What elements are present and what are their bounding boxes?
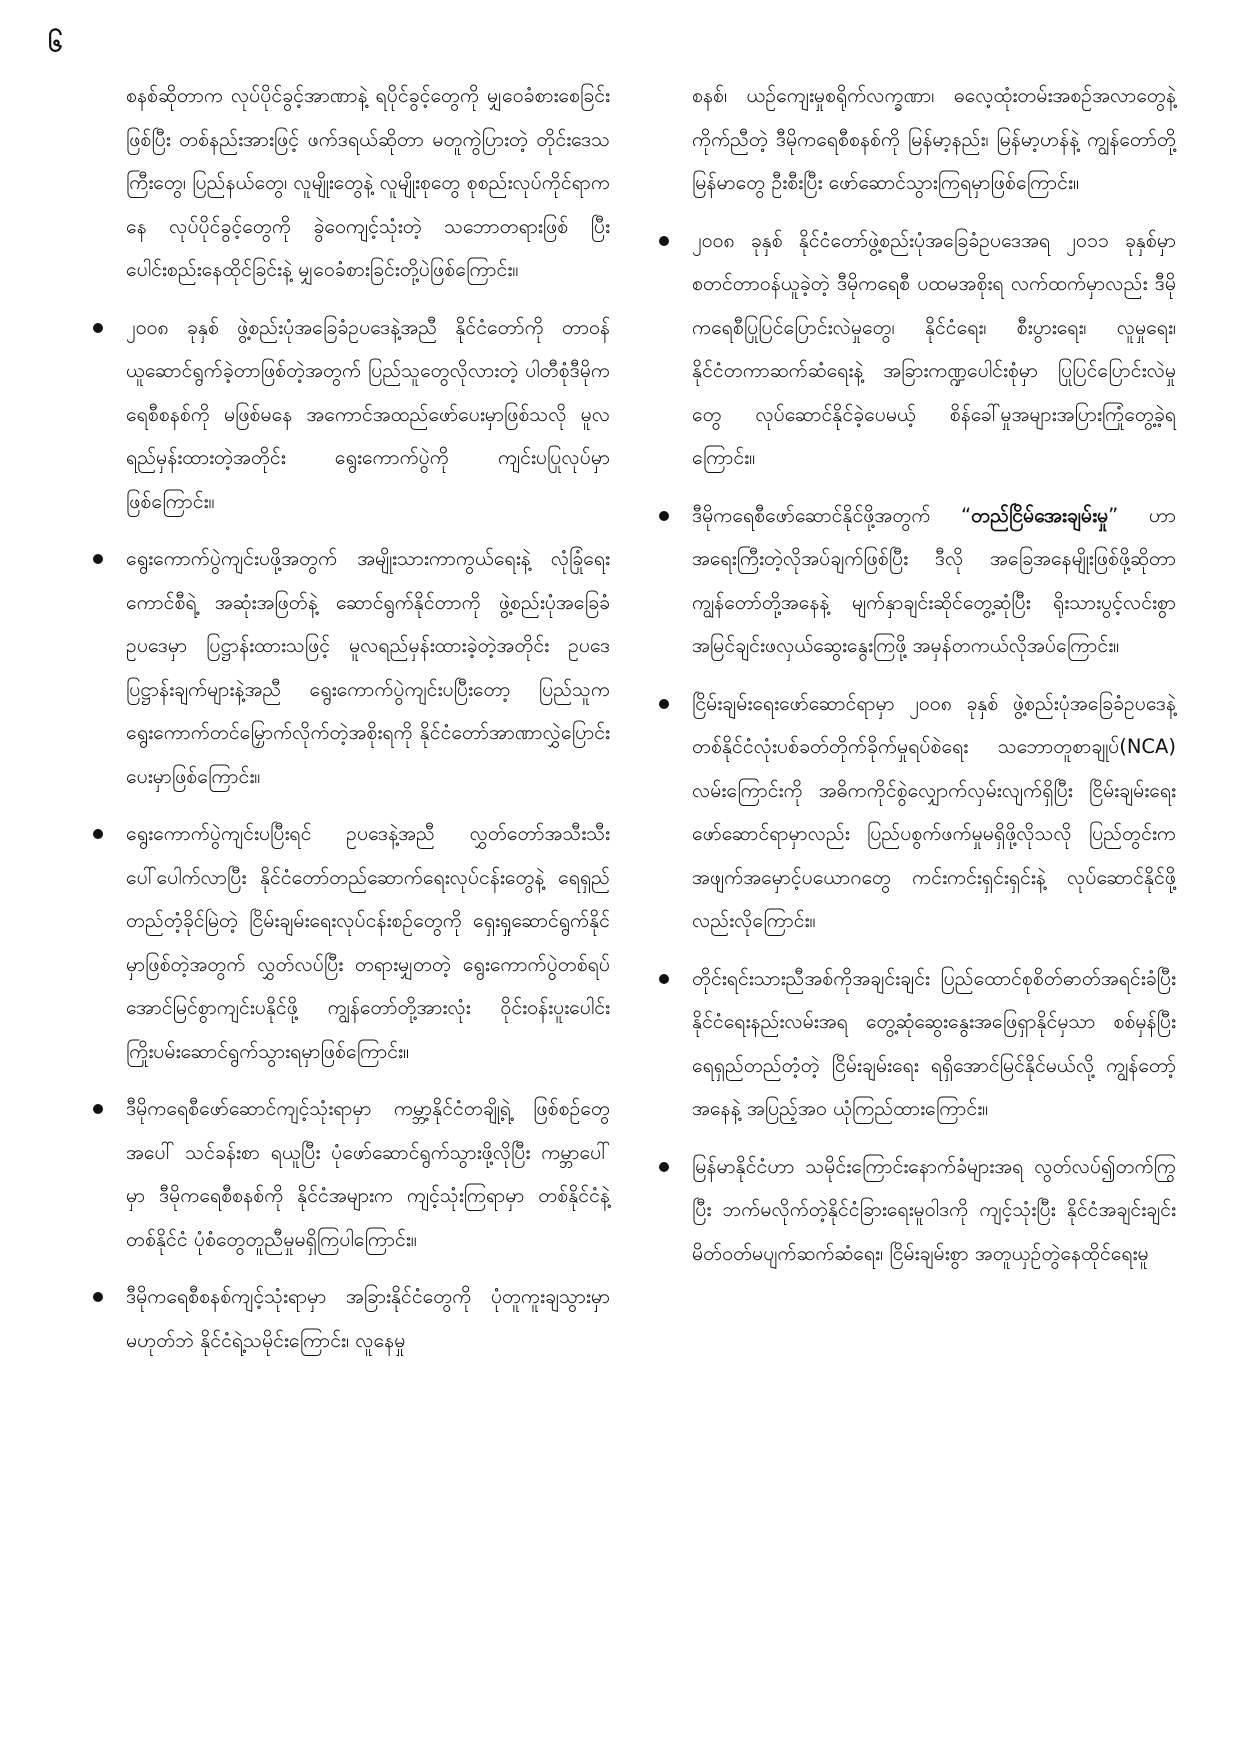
bullet-item bbox=[692, 957, 1176, 1131]
bullet-text: တိုင်းရင်းသားညီအစ်ကိုအချင်းချင်း ပြည်ထောင်စုစိတ်ဓာတ်အရင်းခံပြီး နိုင်ငံရေးနည်းလမ်းအရ တွေ့ဆုံဆွေးနွေးအဖြေရှာနိုင်မှသာ စစ်မှန်ပြီးရေရှည်တည်တံ့တဲ့ ငြိမ်းချမ်းရေး ရရှိအောင်မြင်နိုင်မယ်လို့ ကျွန်တော့်အနေနဲ့ အပြည့်အဝ ယုံကြည်ထားကြောင်း။ bbox=[692, 966, 1176, 1120]
bullet-item bbox=[692, 494, 1176, 668]
bullet-dot bbox=[659, 236, 669, 246]
bullet-text: ၂၀၀၈ ခုနှစ် နိုင်ငံတော်ဖွဲ့စည်းပုံအခြေခံဥပဒေအရ ၂၀၁၁ ခုနှစ်မှာ စတင်တာဝန်ယူခဲ့တဲ့ ဒီမိုကရေစီ ပထမအစိုးရ လက်ထက်မှာလည်း ဒီမိုကရေစီပြုပြင်ပြောင်းလဲမှုတွေ၊ နိုင်ငံရေး၊ စီးပွားရေး၊ လူမှုရေး၊ နိုင်ငံတကာဆက်ဆံရေးနဲ့ အခြားကဏ္ဍပေါင်းစုံမှာ ပြုပြင်ပြောင်းလဲမှုတွေ လုပ်ဆောင်နိုင်ခဲ့ပေမယ့် စိန်ခေါ်မှုအများအပြားကြုံတွေ့ခဲ့ရကြောင်း။ bbox=[692, 228, 1176, 469]
bullet-text: ရွေးကောက်ပွဲကျင်းပဖို့အတွက် အမျိုးသားကာကွယ်ရေးနဲ့ လုံခြုံရေးကောင်စီရဲ့ အဆုံးအဖြတ်နဲ့ ဆောင်ရွက်နိုင်တာကို ဖွဲ့စည်းပုံအခြေခံဥပဒေမှာ ပြဋ္ဌာန်းထားသဖြင့် မူလရည်မှန်းထားခဲ့တဲ့အတိုင်း ဥပဒေပြဋ္ဌာန်းချက်များနဲ့အညီ ရွေးကောက်ပွဲကျင်းပပြီးတော့ ပြည်သူက ရွေးကောက်တင်မြှောက်လိုက်တဲ့အစိုးရကို နိုင်ငံတော်အာဏာလွှဲပြောင်းပေးမှာဖြစ်ကြောင်း။ bbox=[126, 547, 610, 788]
bullet-dot bbox=[93, 323, 103, 333]
bullet-text: ဒီမိုကရေစီစနစ်ကျင့်သုံးရာမှာ အခြားနိုင်ငံတွေကို ပုံတူကူးချသွားမှာမဟုတ်ဘဲ နိုင်ငံရဲ့သမိုင်းကြောင်း၊ လူနေမှု bbox=[126, 1285, 610, 1352]
right-intro-paragraph: စနစ်၊ ယဉ်ကျေးမှုစရိုက်လက္ခဏာ၊ ဓလေ့ထုံးတမ်းအစဉ်အလာတွေနဲ့ကိုက်ညီတဲ့ ဒီမိုကရေစီစနစ်ကို မြန်မာ့နည်း၊ မြန်မာ့ဟန်နဲ့ ကျွန်တော်တို့ မြန်မာတွေ ဦးစီးပြီး ဖော်ဆောင်သွားကြရမှာဖြစ်ကြောင်း။ bbox=[692, 84, 1176, 194]
bullet-dot bbox=[659, 1162, 669, 1172]
bold-phrase: တည်ငြိမ်အေးချမ်းမှု bbox=[971, 503, 1109, 527]
bullet-item bbox=[692, 219, 1176, 480]
bullet-dot bbox=[93, 554, 103, 564]
bullet-dot bbox=[93, 1104, 103, 1114]
page-number: ၆ bbox=[48, 28, 63, 58]
bullet-text: ၂၀၀၈ ခုနှစ် ဖွဲ့စည်းပုံအခြေခံဥပဒေနဲ့အညီ နိုင်ငံတော်ကို တာဝန်ယူဆောင်ရွက်ခဲ့တာဖြစ်တဲ့အတွက် ပြည်သူတွေလိုလားတဲ့ ပါတီစုံဒီမိုကရေစီစနစ်ကို မဖြစ်မနေ အကောင်အထည်ဖော်ပေးမှာဖြစ်သလို မူလရည်မှန်းထားတဲ့အတိုင်း ရွေးကောက်ပွဲကို ကျင်းပပြုလုပ်မှာဖြစ်ကြောင်း။ bbox=[126, 315, 610, 513]
bullet-item bbox=[126, 306, 610, 524]
right-column bbox=[692, 74, 1176, 1289]
bullet-item bbox=[126, 1087, 610, 1261]
bullet-text: ရွေးကောက်ပွဲကျင်းပပြီးရင် ဥပဒေနဲ့အညီ လွှတ်တော်အသီးသီးပေါ်ပေါက်လာပြီး နိုင်ငံတော်တည်ဆောက်ရေးလုပ်ငန်းတွေနဲ့ ရေရှည်တည်တံ့ခိုင်မြဲတဲ့ ငြိမ်းချမ်းရေးလုပ်ငန်းစဉ်တွေကို ရှေးရှုဆောင်ရွက်နိုင်မှာဖြစ်တဲ့အတွက် လွှတ်လပ်ပြီး တရားမျှတတဲ့ ရွေးကောက်ပွဲတစ်ရပ် အောင်မြင်စွာကျင်းပနိုင်ဖို့ ကျွန်တော်တို့အားလုံး ဝိုင်းဝန်းပူးပေါင်းကြိုးပမ်းဆောင်ရွက်သွားရမှာဖြစ်ကြောင်း။ bbox=[126, 822, 610, 1063]
bullet-dot bbox=[93, 1292, 103, 1302]
bullet-item bbox=[126, 537, 610, 798]
bullet-text: မြန်မာနိုင်ငံဟာ သမိုင်းကြောင်းနောက်ခံများအရ လွတ်လပ်၍တက်ကြွပြီး ဘက်မလိုက်တဲ့နိုင်ငံခြားရေးမူဝါဒကို ကျင့်သုံးပြီး နိုင်ငံအချင်းချင်း မိတ်ဝတ်မပျက်ဆက်ဆံရေး၊ ငြိမ်းချမ်းစွာ အတူယှဉ်တွဲနေထိုင်ရေးမူ bbox=[692, 1154, 1176, 1265]
bullet-item bbox=[692, 682, 1176, 943]
bullet-item bbox=[126, 812, 610, 1073]
bullet-text: ဒီမိုကရေစီဖော်ဆောင်ကျင့်သုံးရာမှာ ကမ္ဘာ့နိုင်ငံတချို့ရဲ့ ဖြစ်စဉ်တွေအပေါ် သင်ခန်းစာ ရယူပြီး ပုံဖော်ဆောင်ရွက်သွားဖို့လိုပြီး ကမ္ဘာပေါ်မှာ ဒီမိုကရေစီစနစ်ကို နိုင်ငံအများက ကျင့်သုံးကြရာမှာ တစ်နိုင်ငံနဲ့တစ်နိုင်ငံ ပုံစံတွေတူညီမှုမရှိကြပါကြောင်း။ bbox=[126, 1097, 610, 1251]
bullet-item bbox=[126, 1275, 610, 1362]
left-intro-paragraph: စနစ်ဆိုတာက လုပ်ပိုင်ခွင့်အာဏာနဲ့ ရပိုင်ခွင့်တွေကို မျှဝေခံစားစေခြင်းဖြစ်ပြီး တစ်နည်းအားဖြင့် ဖက်ဒရယ်ဆိုတာ မတူကွဲပြားတဲ့ တိုင်းဒေသကြီးတွေ၊ ပြည်နယ်တွေ၊ လူမျိုးတွေနဲ့ လူမျိုးစုတွေ စုစည်းလုပ်ကိုင်ရာကနေ လုပ်ပိုင်ခွင့်တွေကို ခွဲဝေကျင့်သုံးတဲ့ သဘောတရားဖြစ် ပြီး ပေါင်းစည်းနေထိုင်ခြင်းနဲ့ မျှဝေခံစားခြင်းတို့ပဲဖြစ်ကြောင်း။ bbox=[126, 84, 610, 281]
bullet-dot bbox=[659, 974, 669, 984]
bullet-text: ငြိမ်းချမ်းရေးဖော်ဆောင်ရာမှာ ၂၀၀၈ ခုနှစ် ဖွဲ့စည်းပုံအခြေခံဥပဒေနဲ့ တစ်နိုင်ငံလုံးပစ်ခတ်တိုက်ခိုက်မှုရပ်စဲရေး သဘောတူစာချုပ်(NCA) လမ်းကြောင်းကို အဓိကကိုင်စွဲလျှောက်လှမ်းလျက်ရှိပြီး ငြိမ်းချမ်းရေးဖော်ဆောင်ရာမှာလည်း ပြည်ပစွက်ဖက်မှုမရှိဖို့လိုသလို ပြည်တွင်းက အဖျက်အမှောင့်ပယောဂတွေ ကင်းကင်းရှင်းရှင်းနဲ့ လုပ်ဆောင်နိုင်ဖို့လည်းလိုကြောင်း။ bbox=[692, 691, 1176, 932]
bullet-dot bbox=[659, 511, 669, 521]
bullet-dot bbox=[93, 829, 103, 839]
bullet-item bbox=[692, 1145, 1176, 1276]
bullet-dot bbox=[659, 699, 669, 709]
bullet-text-before: ဒီမိုကရေစီဖော်ဆောင်နိုင်ဖို့အတွက် “ bbox=[692, 503, 972, 527]
left-column bbox=[126, 74, 610, 1376]
bullet-text-after: ” ဟာ အရေးကြီးတဲ့လိုအပ်ချက်ဖြစ်ပြီး ဒီလို အခြေအနေမျိုးဖြစ်ဖို့ဆိုတာ ကျွန်တော်တို့အနေနဲ့ မျက်နှာချင်းဆိုင်တွေ့ဆုံပြီး ရိုးသားပွင့်လင်းစွာ အမြင်ချင်းဖလှယ်ဆွေးနွေးကြဖို့ အမှန်တကယ်လိုအပ်ကြောင်း။ bbox=[692, 503, 1176, 657]
